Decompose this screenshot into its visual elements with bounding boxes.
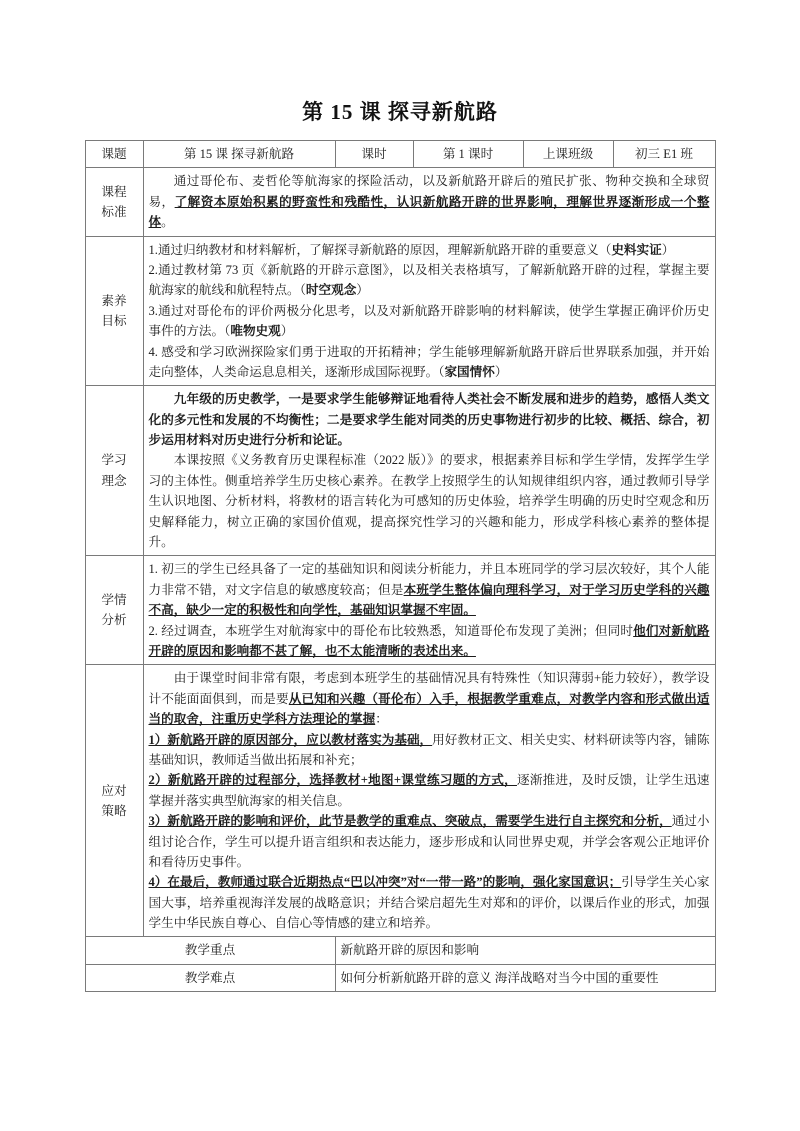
row-content-teaching-difficulty: 如何分析新航路开辟的意义 海洋战略对当今中国的重要性 xyxy=(335,964,715,991)
text-run: 3）新航路开辟的影响和评价，此节是教学的重难点、突破点，需要学生进行自主探究和分析， xyxy=(148,814,672,829)
text-run: 4）在最后，教师通过联合近期热点“巴以冲突”对“一带一路”的影响，强化家国意识； xyxy=(148,875,622,890)
row-content-coping-strategy xyxy=(143,665,715,937)
row-content-teaching-focus: 新航路开辟的原因和影响 xyxy=(335,937,715,964)
text-run: 1. 初三的学生已经具备了一定的基础知识和阅读分析能力，并且本班同学的学习层次较好，其个人能力非常不错，对文字信息的敏感度较高；但是 xyxy=(148,562,710,597)
text-run: ） xyxy=(356,283,369,298)
text-run: 他们对新航路开辟的原因和影响都不甚了解，也不太能清晰的表述出来。 xyxy=(148,623,710,658)
paragraph xyxy=(149,240,710,260)
row-label-literacy-goals: 素养 目标 xyxy=(85,236,143,386)
text-run: 2）新航路开辟的过程部分，选择教材+地图+课堂练习题的方式， xyxy=(148,773,517,788)
text-run: 2. 经过调查，本班学生对航海家中的哥伦布比较熟悉，知道哥伦布发现了美洲；但同时 xyxy=(148,623,634,638)
text-run: 2.通过教材第 73 页《新航路的开辟示意图》，以及相关表格填写，了解新航路开辟的过程，掌握主要航海家的航线和航程特点。（ xyxy=(148,262,710,298)
table-row-curriculum-standard xyxy=(85,168,715,236)
text-run: 史料实证 xyxy=(611,242,662,257)
table-row-coping-strategy xyxy=(85,665,715,937)
paragraph xyxy=(149,811,710,872)
text-run: 4. 感受和学习欧洲探险家们勇于进取的开拓精神；学生能够理解新航路开辟后世界联系加强，并开始走向整体，人类命运息息相关，逐渐形成国际视野。（ xyxy=(148,344,710,379)
paragraph xyxy=(149,668,710,729)
text-run: 逐渐推进，及时反馈，让学生迅速掌握并落实典型航海家的相关信息。 xyxy=(148,773,710,808)
text-run: 1）新航路开辟的原因部分，应以教材落实为基础， xyxy=(148,732,433,747)
paragraph xyxy=(149,342,710,383)
text-run: ） xyxy=(280,324,294,339)
table-row-header-info xyxy=(85,141,715,168)
row-label-learning-concept: 学习 理念 xyxy=(85,386,143,556)
paragraph xyxy=(149,260,710,301)
text-run: 3.通过对哥伦布的评价两极分化思考，以及对新航路开辟影响的材料解读，使学生掌握正确评价历史事件的方法。（ xyxy=(148,303,710,339)
table-row-literacy-goals xyxy=(85,236,715,386)
text-run: 引导学生关心家国大事，培养重视海洋发展的战略意识；并结合梁启超先生对郑和的评价，以课后作业的形式，加强学生中华民族自尊心、自信心等情感的建立和培养。 xyxy=(148,875,710,931)
text-run: 九年级的历史教学，一是要求学生能够辩证地看待人类社会不断发展和进步的趋势，感悟人类文化的多元性和发展的不均衡性；二是要求学生能对同类的历史事物进行初步的比较、概括、综合，初步运用材料对历史进行分析和论证。 xyxy=(148,392,710,448)
text-run: 从已知和兴趣（哥伦布）入手，根据教学重难点，对教学内容和形式做出适当的取舍，注重历史学科方法理论的掌握 xyxy=(148,691,710,727)
text-run: ） xyxy=(494,364,508,379)
cell-label-period: 课时 xyxy=(335,141,413,168)
text-run: 通过小组讨论合作，学生可以提升语言组织和表达能力，逐步形成和认同世界史观，并学会客观公正地评价和看待历史事件。 xyxy=(148,814,710,869)
row-content-learning-concept xyxy=(143,386,715,556)
row-content-literacy-goals xyxy=(143,236,715,386)
text-run: 本班学生整体偏向理科学习，对于学习历史学科的兴趣不高，缺少一定的积极性和向学性，基础知识掌握不牢固。 xyxy=(148,582,710,618)
lesson-plan-table xyxy=(85,140,716,992)
text-run: 本课按照《义务教育历史课程标准（2022 版）》的要求，根据素养目标和学生学情，发挥学生学习的主体性。侧重培养学生历史核心素养。在教学上按照学生的认知规律组织内容，通过教师引导学生认识地图、分析材料，将教材的语言转化为可感知的历史体验，培养学生明确的历史时空观念和历史解释能力，树立正确的家国价值观，提高探究性学习的兴趣和能力，形成学科核心素养的整体提升。 xyxy=(148,453,710,550)
paragraph xyxy=(149,770,710,811)
paragraph xyxy=(149,301,710,342)
text-run: 唯物史观 xyxy=(230,324,281,339)
paragraph xyxy=(149,730,710,771)
paragraph xyxy=(149,171,710,232)
text-run: 家国情怀 xyxy=(444,364,495,379)
text-run: ： xyxy=(375,712,388,727)
cell-value-topic: 第 15 课 探寻新航路 xyxy=(143,141,335,168)
row-label-curriculum-standard: 课程 标准 xyxy=(85,168,143,236)
paragraph xyxy=(149,872,710,933)
cell-label-topic: 课题 xyxy=(85,141,143,168)
table-row-teaching-focus xyxy=(85,937,715,964)
text-run: 时空观念 xyxy=(305,283,357,298)
table-row-teaching-difficulty xyxy=(85,964,715,991)
cell-label-class: 上课班级 xyxy=(523,141,613,168)
row-label-student-analysis: 学情 分析 xyxy=(85,556,143,665)
row-content-student-analysis xyxy=(143,556,715,665)
row-label-teaching-focus: 教学重点 xyxy=(85,937,335,964)
row-label-coping-strategy: 应对 策略 xyxy=(85,665,143,937)
text-run: 。 xyxy=(161,215,174,230)
text-run: 通过哥伦布、麦哲伦等航海家的探险活动，以及新航路开辟后的殖民扩张、物种交换和全球贸易， xyxy=(148,174,710,209)
paragraph xyxy=(149,621,710,662)
table-row-student-analysis xyxy=(85,556,715,665)
paragraph xyxy=(149,450,710,552)
paragraph xyxy=(149,559,710,620)
text-run: ） xyxy=(661,242,675,257)
paragraph xyxy=(149,389,710,450)
text-run: 由于课堂时间非常有限，考虑到本班学生的基础情况具有特殊性（知识薄弱+能力较好），教学设计不能面面俱到，而是要 xyxy=(148,671,710,706)
text-run: 1.通过归纳教材和材料解析，了解探寻新航路的原因，理解新航路开辟的重要意义（ xyxy=(148,242,612,257)
text-run: 了解资本原始积累的野蛮性和残酷性，认识新航路开辟的世界影响，理解世界逐渐形成一个整体 xyxy=(148,194,710,230)
row-content-curriculum-standard xyxy=(143,168,715,236)
text-run: 用好教材正文、相关史实、材料研读等内容，铺陈基础知识，教师适当做出拓展和补充； xyxy=(148,732,710,767)
cell-value-class: 初三 E1 班 xyxy=(613,141,715,168)
table-row-learning-concept xyxy=(85,386,715,556)
page-title: 第 15 课 探寻新航路 xyxy=(302,100,498,124)
cell-value-period: 第 1 课时 xyxy=(413,141,523,168)
row-label-teaching-difficulty: 教学难点 xyxy=(85,964,335,991)
